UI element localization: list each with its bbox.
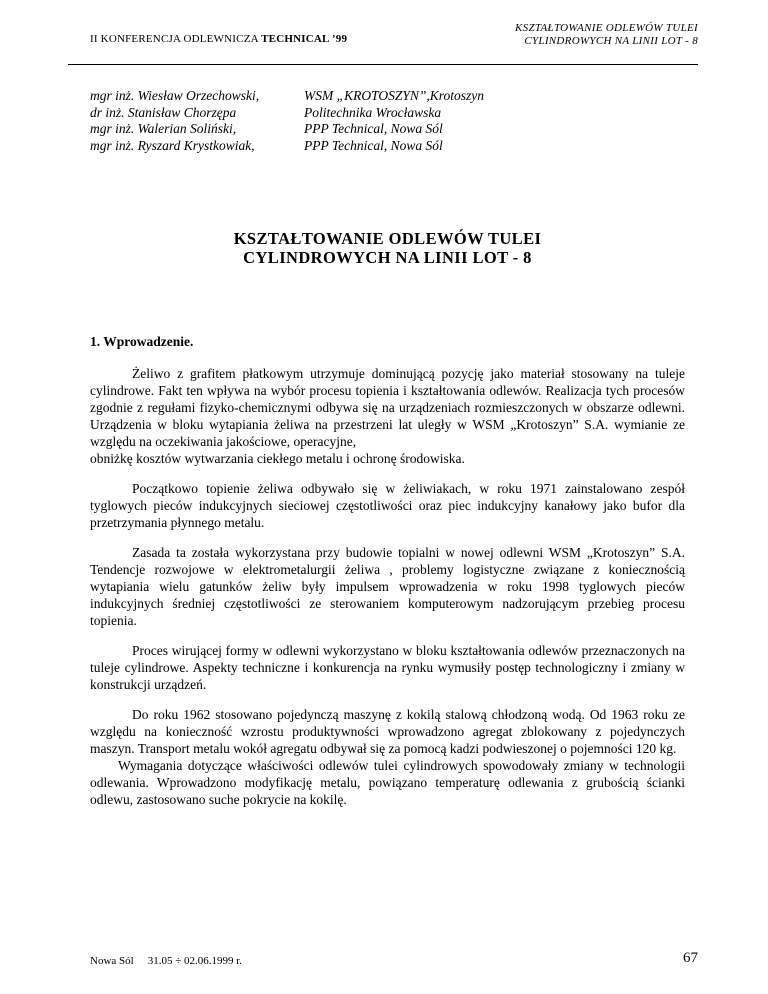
author-name: dr inż. Stanisław Chorzępa [90,104,237,120]
page-number: 67 [683,950,698,966]
conference-name: II KONFERENCJA ODLEWNICZA [90,33,259,45]
section-body [90,365,685,821]
running-title [438,22,698,48]
paragraph-6: Wymagania dotyczące właściwości odlewów tulei cylindrowych spowodowały zmiany w technologii odlewania. Wprowadzono modyfikację metalu, powiązano temperaturę odlewania z grubością ścianki odlewu, zastosowano suche pokrycie na kokilę. [90,758,685,807]
paragraph-4: Proces wirującej formy w odlewni wykorzystano w bloku kształtowania odlewów przeznaczonych na tuleje cylindrowe. Aspekty techniczne i konkurencja na rynku wymusiły postęp technologiczny i zmiany w konstrukcji urządzeń. [90,643,685,692]
header-divider [68,64,698,65]
author-affiliation: Politechnika Wrocławska [304,104,442,120]
author-name: mgr inż. Ryszard Krystkowiak, [90,137,255,153]
paragraph-2: Początkowo topienie żeliwa odbywało się w żeliwiakach, w roku 1971 zainstalowano zespół tyglowych pieców indukcyjnych sieciowej częstotliwości oraz piec indukcyjny kanałowy jako bufor dla przetrzymania płynnego metalu. [90,481,685,530]
paragraph-5: Do roku 1962 stosowano pojedynczą maszynę z kokilą stalową chłodzoną wodą. Od 1963 roku ze względu na konieczność wzrostu produktywności wprowadzono agregat zblokowany z pojedynczych maszyn. Transport metalu wokół agregatu odbywał się za pomocą kadzi podwieszonej o pojemności 120 kg. [90,707,685,756]
paragraph-3: Zasada ta została wykorzystana przy budowie topialni w nowej odlewni WSM „Krotoszyn” S.A. Tendencje rozwojowe w elektrometalurgii żeliwa , problemy logistyczne związane z koniecznością wytapiania wielu gatunków żeliw były impulsem wprowadzenia w roku 1998 tyglowych pieców indukcyjnych średniej częstotliwości ze sterowaniem komputerowym nadzorującym przebieg procesu topienia. [90,545,685,628]
paragraph-1-text: Żeliwo z grafitem płatkowym utrzymuje dominującą pozycję jako materiał stosowany na tuleje cylindrowe. Fakt ten wpływa na wybór procesu topienia i kształtowania odlewów. Realizacja tych procesów zgodnie z regułami fizyko-chemicznymi odbywa się na urządzeniach rozmieszczonych w obszarze odlewni. Urządzenia w bloku wytapiania żeliwa na przestrzeni lat uległy w WSM „Krotoszyn” S.A. wymianie ze względu na oczekiwania jakościowe, operacyjne, [90,366,685,449]
conference-name-bold: TECHNICAL ’99 [261,33,348,45]
running-title-line1: KSZTAŁTOWANIE ODLEWÓW TULEI [515,22,698,34]
paper-title [90,229,685,267]
footer-place: Nowa Sól [90,955,134,967]
author-name: mgr inż. Walerian Soliński, [90,121,237,136]
author-affiliation: PPP Technical, Nowa Sól [304,137,443,153]
section-heading: 1. Wprowadzenie. [90,334,194,349]
paragraph-1-end: obniżkę kosztów wytwarzania ciekłego metalu i ochronę środowiska. [90,451,465,466]
footer-dates: 31.05 ÷ 02.06.1999 r. [147,955,243,967]
author-affiliation: PPP Technical, Nowa Sól [304,121,443,136]
running-title-line2: CYLINDROWYCH NA LINII LOT - 8 [524,35,698,47]
paragraph-1 [90,365,685,467]
paper-title-line2: CYLINDROWYCH NA LINII LOT - 8 [243,248,532,267]
conference-header [90,33,347,45]
author-list [90,88,259,154]
footer-info [90,955,256,967]
author-affiliation: WSM „KROTOSZYN”,Krotoszyn [304,88,485,103]
paper-title-line1: KSZTAŁTOWANIE ODLEWÓW TULEI [233,229,542,248]
affiliation-list [304,88,484,154]
author-name: mgr inż. Wiesław Orzechowski, [90,88,260,103]
